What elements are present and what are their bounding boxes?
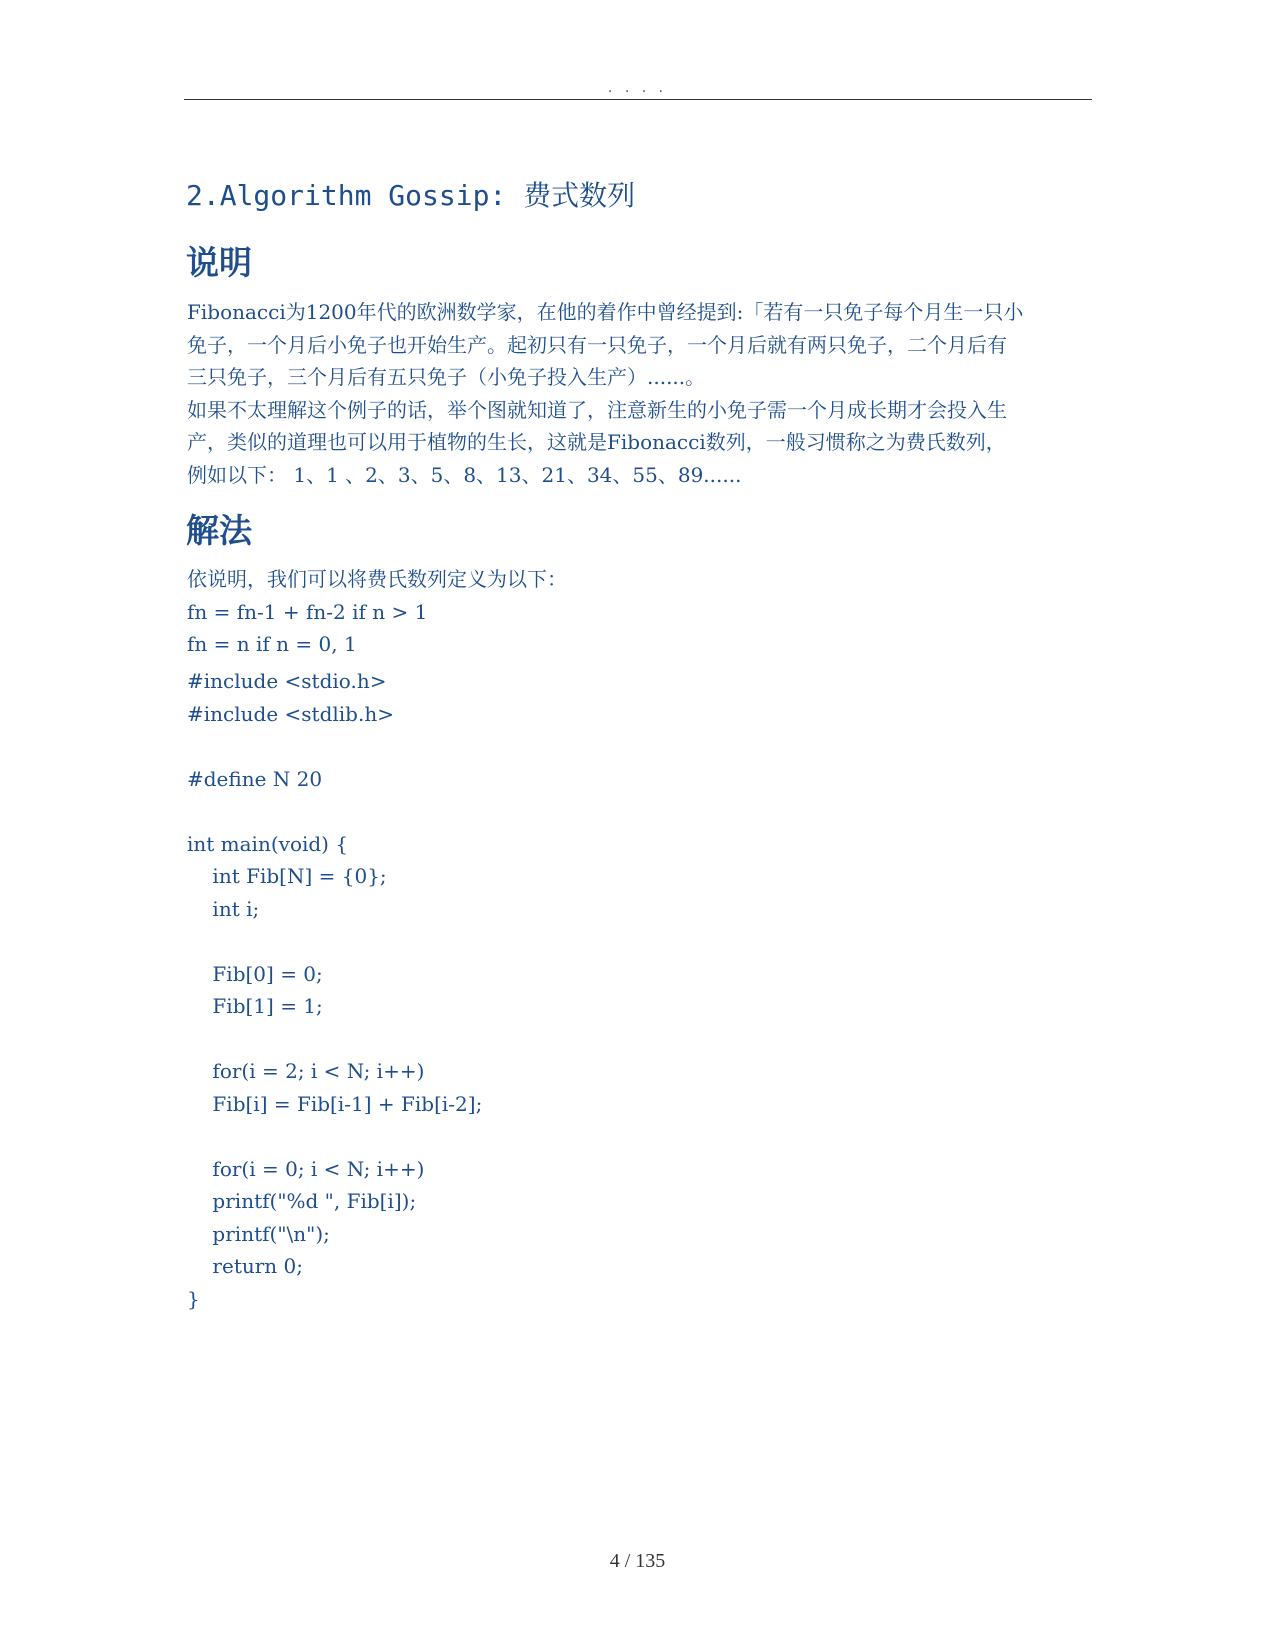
- code-line: #define N 20: [187, 766, 323, 791]
- code-line: return 0;: [187, 1254, 304, 1278]
- intro-line: 依说明，我们可以将费氏数列定义为以下：: [187, 567, 567, 591]
- intro-line: fn = n if n = 0, 1: [187, 632, 357, 656]
- header-dots: . . . .: [607, 80, 668, 96]
- code-line: Fib[1] = 1;: [187, 994, 323, 1018]
- solution-intro: [187, 563, 1092, 661]
- code-line: int i;: [187, 896, 260, 921]
- code-line: [187, 1120, 482, 1153]
- section-heading-description: 说明: [186, 243, 252, 282]
- code-line: #include <stdlib.h>: [187, 701, 394, 726]
- code-line: for(i = 2; i < N; i++): [187, 1059, 425, 1083]
- code-line: }: [187, 1286, 200, 1311]
- code-line: [187, 730, 482, 763]
- code-line: [187, 795, 482, 828]
- intro-line: fn = fn-1 + fn-2 if n > 1: [187, 599, 428, 624]
- description-line: 三只免子，三个月后有五只免子（小免子投入生产）......。: [187, 365, 706, 389]
- header-rule: [184, 99, 1092, 100]
- code-block: [187, 665, 482, 1315]
- page-number: 4 / 135: [609, 1550, 666, 1572]
- description-line: 免子，一个月后小免子也开始生产。起初只有一只免子，一个月后就有两只免子，二个月后有: [187, 332, 1007, 357]
- description-line: 如果不太理解这个例子的话，举个图就知道了，注意新生的小免子需一个月成长期才会投入生: [187, 397, 1007, 422]
- description-line: 产，类似的道理也可以用于植物的生长，这就是Fibonacci数列，一般习惯称之为费氏数列，: [187, 430, 1006, 454]
- code-line: Fib[i] = Fib[i-1] + Fib[i-2];: [187, 1091, 483, 1116]
- code-line: Fib[0] = 0;: [187, 961, 323, 986]
- description-paragraph: [187, 296, 1092, 491]
- code-line: for(i = 0; i < N; i++): [187, 1156, 425, 1181]
- section-heading-solution: 解法: [186, 511, 252, 550]
- description-line: Fibonacci为1200年代的欧洲数学家，在他的着作中曾经提到:「若有一只免子每个月生一只小: [187, 300, 1024, 324]
- description-line: 例如以下： 1、1 、2、3、5、8、13、21、34、55、89......: [187, 462, 742, 487]
- code-line: int Fib[N] = {0};: [187, 864, 387, 888]
- code-line: printf("\n");: [187, 1221, 330, 1246]
- code-line: [187, 1023, 482, 1056]
- page-title: 2.Algorithm Gossip: 费式数列: [186, 179, 636, 212]
- code-line: int main(void) {: [187, 831, 349, 856]
- code-line: printf("%d ", Fib[i]);: [187, 1189, 417, 1213]
- code-line: #include <stdio.h>: [187, 669, 387, 693]
- code-line: [187, 925, 482, 958]
